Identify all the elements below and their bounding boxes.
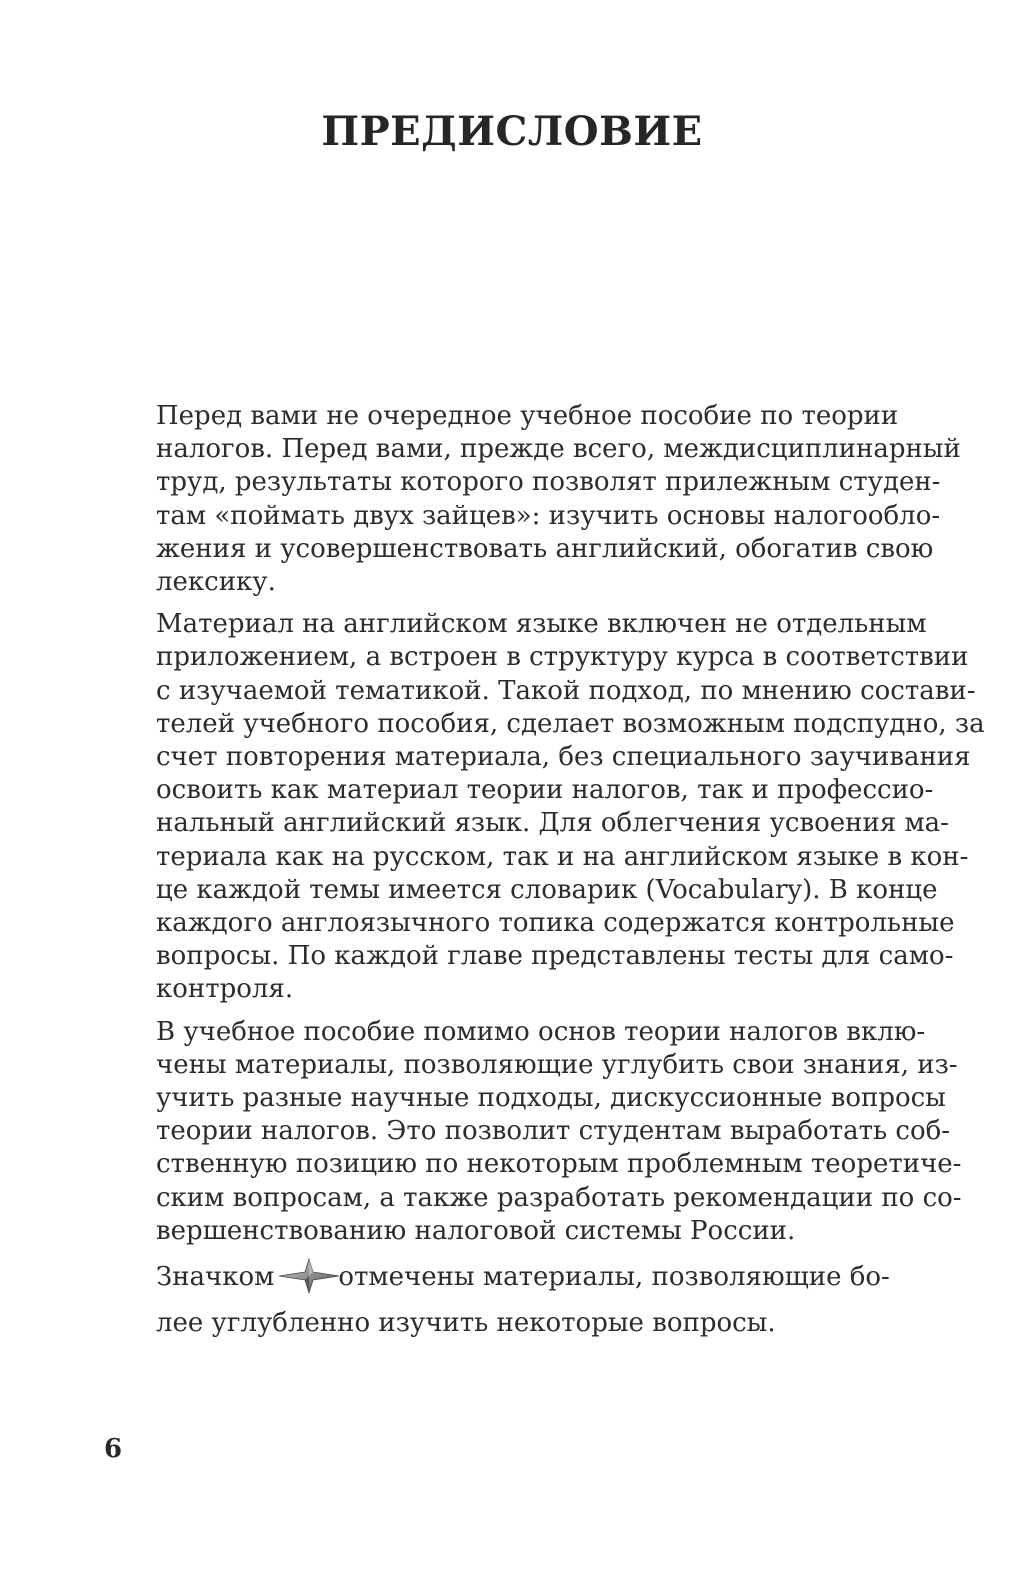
text-line: лее углубленно изучить некоторые вопросы. bbox=[156, 1308, 776, 1339]
text-line: телей учебного пособия, сделает возможным подспудно, за bbox=[156, 708, 985, 739]
text-line: контроля. bbox=[156, 974, 294, 1005]
note-line bbox=[104, 1257, 890, 1297]
note-before-icon: Значком bbox=[156, 1262, 275, 1293]
text-line: приложением, а встроен в структуру курса в соответствии bbox=[156, 642, 969, 673]
preface-body bbox=[104, 400, 985, 1349]
text-line: ственную позицию по некоторым проблемным теоретиче- bbox=[156, 1149, 962, 1180]
text-line: с изучаемой тематикой. Такой подход, по мнению состави- bbox=[156, 675, 976, 706]
four-point-star-icon bbox=[278, 1258, 340, 1294]
text-line: це каждой темы имеется словарик (Vocabulary). В конце bbox=[156, 874, 938, 905]
text-line: териала как на русском, так и на английском языке в кон- bbox=[156, 841, 969, 872]
text-line: лексику. bbox=[156, 567, 276, 598]
text-line: налогов. Перед вами, прежде всего, междисциплинарный bbox=[156, 434, 961, 465]
text-line: труд, результаты которого позволят прилежным студен- bbox=[156, 467, 941, 498]
text-line: В учебное пособие помимо основ теории налогов вклю- bbox=[156, 1016, 926, 1047]
paragraph-3 bbox=[104, 1016, 962, 1248]
text-line: счет повторения материала, без специального заучивания bbox=[156, 742, 971, 773]
page-number: 6 bbox=[104, 1434, 123, 1464]
text-line: нальный английский язык. Для облегчения усвоения ма- bbox=[156, 808, 949, 839]
text-line: чены материалы, позволяющие углубить свои знания, из- bbox=[156, 1049, 958, 1080]
text-line: ским вопросам, а также разработать рекомендации по со- bbox=[156, 1182, 962, 1213]
paragraph-2 bbox=[104, 608, 985, 1006]
paragraph-4-note bbox=[104, 1257, 890, 1340]
text-line: Материал на английском языке включен не отдельным bbox=[156, 609, 927, 640]
text-line: жения и усовершенствовать английский, обогатив свою bbox=[156, 533, 934, 564]
text-line: там «поймать двух зайцев»: изучить основы налогообло- bbox=[156, 500, 941, 531]
text-line: Перед вами не очередное учебное пособие по теории bbox=[156, 401, 899, 431]
paragraph-1 bbox=[104, 400, 961, 599]
text-line: вершенствованию налоговой системы России. bbox=[156, 1215, 796, 1246]
text-line: учить разные научные подходы, дискуссионные вопросы bbox=[156, 1083, 946, 1114]
text-line: вопросы. По каждой главе представлены тесты для само- bbox=[156, 941, 954, 972]
text-line: теории налогов. Это позволит студентам выработать соб- bbox=[156, 1116, 951, 1147]
text-line: каждого англоязычного топика содержатся контрольные bbox=[156, 908, 955, 939]
text-line: освоить как материал теории налогов, так и профессио- bbox=[156, 775, 934, 806]
note-after-icon: отмечены материалы, позволяющие бо- bbox=[338, 1262, 890, 1293]
page-title: ПРЕДИСЛОВИЕ bbox=[321, 108, 703, 155]
